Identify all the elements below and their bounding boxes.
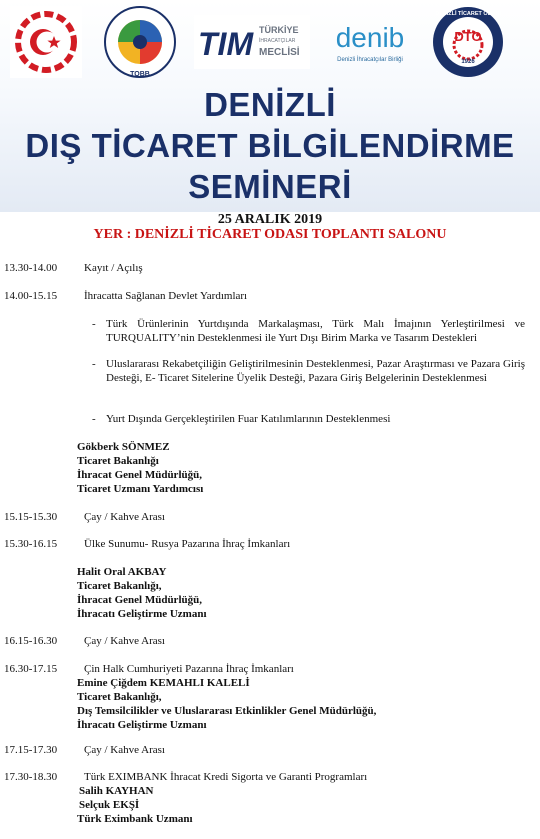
session-time: 16.15-16.30 <box>4 635 58 647</box>
header-banner <box>0 0 540 212</box>
bullet-item: Türk Ürünlerinin Yurtdışında Markalaşması, Türk Malı İmajının Yerleştirilmesi ve TURQUALITY’nin Desteklenmesi ile Yurt Dışı Birim Marka ve Tasarım Destekleri <box>106 318 525 344</box>
session-time: 15.15-15.30 <box>4 511 58 523</box>
speaker-name: Salih KAYHAN <box>79 785 154 797</box>
session-time: 16.30-17.15 <box>4 663 58 675</box>
session-time: 14.00-15.15 <box>4 290 58 302</box>
event-venue: YER : DENİZLİ TİCARET ODASI TOPLANTI SALONU <box>93 227 447 242</box>
bullet-dash: - <box>92 413 96 425</box>
speaker-name: Gökberk SÖNMEZ <box>77 441 170 453</box>
speaker-role: İhracatı Geliştirme Uzmanı <box>77 719 207 731</box>
title-line-2: DIŞ TİCARET BİLGİLENDİRME <box>25 127 515 164</box>
svg-text:İHRACATÇILAR: İHRACATÇILAR <box>259 38 296 44</box>
event-date: 25 ARALIK 2019 <box>217 212 323 227</box>
session-time: 17.30-18.30 <box>4 771 58 783</box>
session-title: Kayıt / Açılış <box>84 262 143 274</box>
speaker-name: Halit Oral AKBAY <box>77 566 167 578</box>
tobb-text: TOBB <box>130 71 150 78</box>
session-time: 13.30-14.00 <box>4 262 58 274</box>
tim-logo <box>193 5 311 79</box>
session-title: Çay / Kahve Arası <box>84 744 165 756</box>
bullet-dash: - <box>92 318 96 330</box>
speaker-name: Selçuk EKŞİ <box>79 799 140 811</box>
speaker-org: Ticaret Bakanlığı, <box>77 580 162 592</box>
session-time: 17.15-17.30 <box>4 744 58 756</box>
session-title: İhracatta Sağlanan Devlet Yardımları <box>84 290 248 302</box>
tobb-logo <box>100 5 180 79</box>
session-title: Ülke Sunumu- Rusya Pazarına İhraç İmkanları <box>84 538 291 550</box>
session-title: Çin Halk Cumhuriyeti Pazarına İhraç İmkanları <box>84 663 294 675</box>
speaker-org: Ticaret Bakanlığı <box>77 455 159 467</box>
bullet-item: Uluslararası Rekabetçiliğin Geliştirilmesinin Desteklenmesi, Pazar Araştırması ve Pazara Giriş Desteği, E- Ticaret Sitelerine Üyelik Desteği, Pazara Giriş Belgelerinin Desteklenmesi <box>106 358 525 384</box>
svg-text:MECLİSİ: MECLİSİ <box>259 47 300 58</box>
speaker-name: Emine Çiğdem KEMAHLI KALELİ <box>77 677 250 689</box>
dto-logo <box>430 5 506 79</box>
session-title: Çay / Kahve Arası <box>84 511 165 523</box>
speaker-role: İhracatı Geliştirme Uzmanı <box>77 608 207 620</box>
session-title: Türk EXIMBANK İhracat Kredi Sigorta ve Garanti Programları <box>84 771 368 783</box>
speaker-role: Türk Eximbank Uzmanı <box>77 813 193 825</box>
speaker-role: Ticaret Uzmanı Yardımcısı <box>77 483 204 495</box>
speaker-org: Ticaret Bakanlığı, <box>77 691 162 703</box>
svg-text:TÜRKİYE: TÜRKİYE <box>259 25 299 35</box>
dto-mark: DTO <box>454 29 482 44</box>
svg-text:DENİZLİ TİCARET ODASI: DENİZLİ TİCARET ODASI <box>435 11 501 17</box>
bullet-item: Yurt Dışında Gerçekleştirilen Fuar Katılımlarının Desteklenmesi <box>106 413 391 425</box>
ticaret-bakanligi-logo <box>8 5 84 79</box>
svg-text:Denizli İhracatçılar Birliği: Denizli İhracatçılar Birliği <box>337 57 403 63</box>
speaker-dept: İhracat Genel Müdürlüğü, <box>77 594 202 606</box>
session-title: Çay / Kahve Arası <box>84 635 165 647</box>
session-time: 15.30-16.15 <box>4 538 58 550</box>
speaker-dept: Dış Temsilcilikler ve Uluslararası Etkinlikler Genel Müdürlüğü, <box>77 705 377 717</box>
speaker-dept: İhracat Genel Müdürlüğü, <box>77 469 202 481</box>
svg-text:1926: 1926 <box>461 59 475 65</box>
title-line-3: SEMİNERİ <box>188 168 352 205</box>
bullet-dash: - <box>92 358 96 370</box>
tim-mark: TIM <box>198 26 254 62</box>
denib-mark: denib <box>335 22 405 53</box>
denib-logo <box>325 5 415 79</box>
title-line-1: DENİZLİ <box>204 86 336 123</box>
